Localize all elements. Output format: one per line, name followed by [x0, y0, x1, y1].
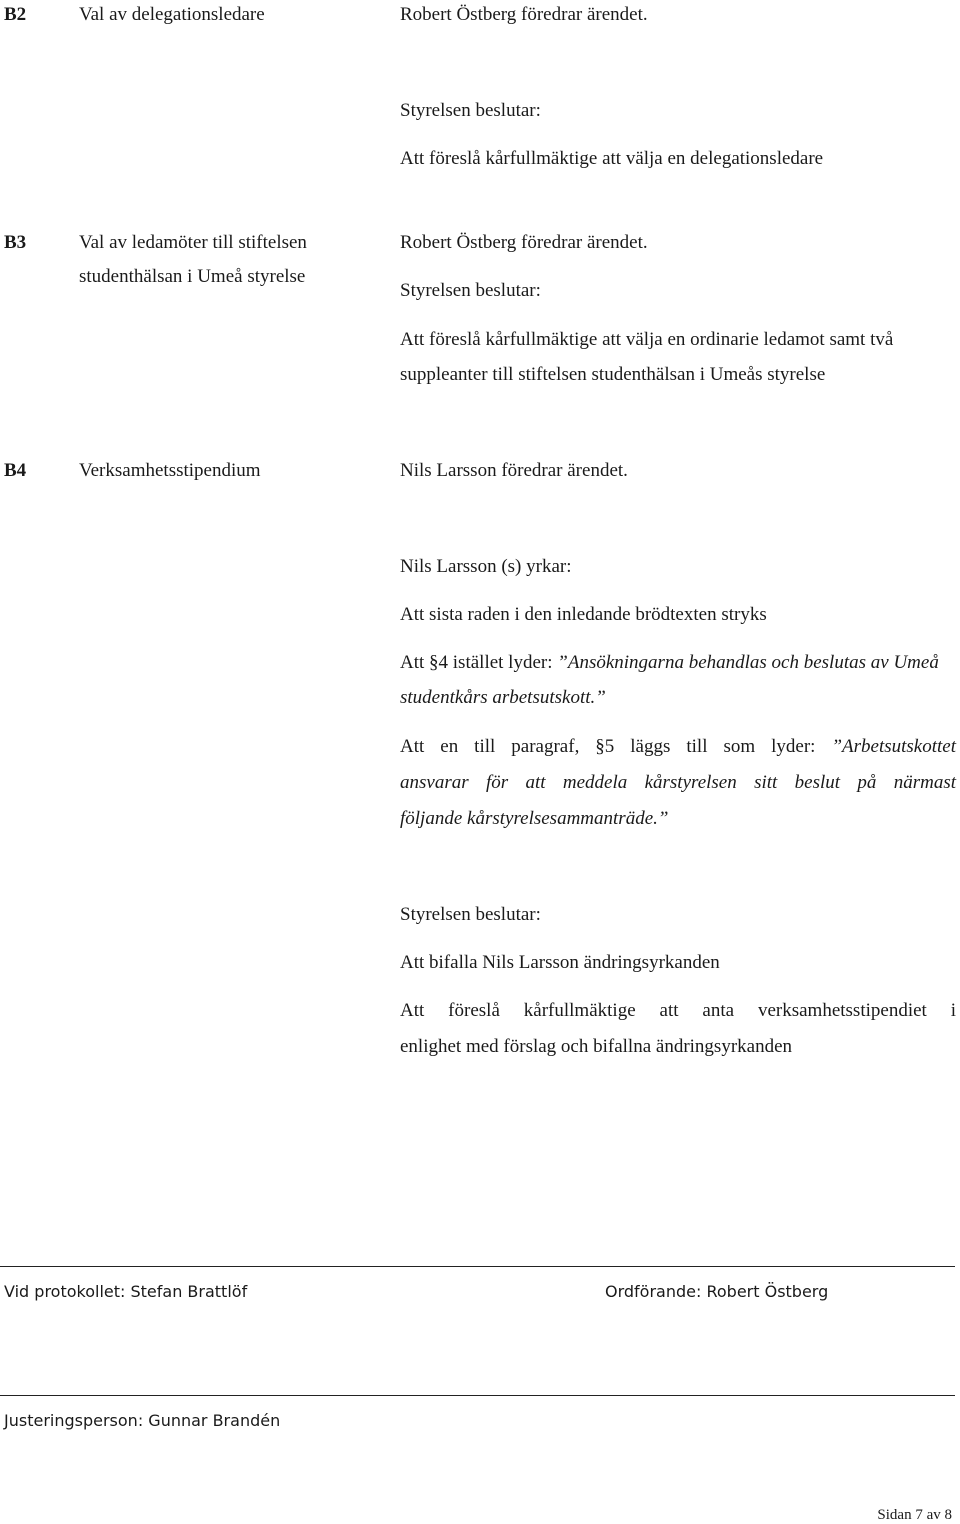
decision2-b4-line2: enlighet med förslag och bifallna ändringsyrkanden [400, 1036, 793, 1057]
motion-heading-b4: Nils Larsson (s) yrkar: [400, 556, 572, 577]
motion-quote: ”Arbetsutskottet [831, 736, 956, 757]
motion2-b4-line2: studentkårs arbetsutskott.” [400, 687, 606, 708]
item-title-b2: Val av delegationsledare [79, 4, 265, 25]
motion-text: en till paragraf, §5 läggs till som lyder: [424, 736, 832, 757]
decision-heading-b4: Styrelsen beslutar: [400, 904, 541, 925]
decision-b3-line2: suppleanter till stiftelsen studenthälsan i Umeås styrelse [400, 364, 826, 385]
att-label: Att [400, 604, 425, 625]
decision-heading-b3: Styrelsen beslutar: [400, 280, 541, 301]
motion3-b4-line3: följande kårstyrelsesammanträde.” [400, 808, 669, 829]
decision1-b4 [400, 952, 720, 974]
presenter-b3: Robert Östberg föredrar ärendet. [400, 232, 648, 253]
att-label: Att [400, 952, 425, 973]
item-title-b3-line2: studenthälsan i Umeå styrelse [79, 266, 306, 287]
decision-text: föreslå kårfullmäktige att välja en ordinarie ledamot samt två [424, 329, 894, 350]
presenter-b4: Nils Larsson föredrar ärendet. [400, 460, 628, 481]
att-label: Att [400, 736, 425, 757]
presenter-b2: Robert Östberg föredrar ärendet. [400, 4, 648, 25]
decision-b3-line1 [400, 329, 893, 351]
decision-heading-b2: Styrelsen beslutar: [400, 100, 541, 121]
decision-b2 [400, 148, 823, 170]
adjuster: Justeringsperson: Gunnar Brandén [4, 1411, 281, 1430]
motion3-b4-line2: ansvarar för att meddela kårstyrelsen sitt beslut på närmast [400, 772, 956, 793]
page-number: Sidan 7 av 8 [877, 1507, 952, 1523]
item-code-b4: B4 [4, 460, 27, 481]
chair: Ordförande: Robert Östberg [605, 1282, 829, 1301]
item-title-b4: Verksamhetsstipendium [79, 460, 261, 481]
motion2-b4-line1 [400, 652, 939, 674]
att-label: Att [400, 329, 425, 350]
decision2-b4-line1 [400, 1000, 956, 1022]
signature-line-bottom [0, 1395, 955, 1396]
item-title-b3-line1: Val av ledamöter till stiftelsen [79, 232, 307, 253]
att-label: Att [400, 148, 425, 169]
motion-text: sista raden i den inledande brödtexten stryks [424, 604, 767, 625]
motion1-b4 [400, 604, 767, 626]
minutes-by: Vid protokollet: Stefan Brattlöf [4, 1282, 248, 1301]
item-code-b3: B3 [4, 232, 27, 253]
motion3-b4-line1 [400, 736, 956, 758]
motion-text: §4 istället lyder: [424, 652, 558, 673]
signature-line-top [0, 1266, 955, 1267]
motion-quote: ”Ansökningarna behandlas och beslutas av Umeå [557, 652, 939, 673]
att-label: Att [400, 1000, 425, 1021]
decision-text: bifalla Nils Larsson ändringsyrkanden [424, 952, 720, 973]
decision-text: föreslå kårfullmäktige att välja en delegationsledare [424, 148, 824, 169]
decision-text: föreslå kårfullmäktige att anta verksamhetsstipendiet i [424, 1000, 956, 1021]
item-code-b2: B2 [4, 4, 27, 25]
att-label: Att [400, 652, 425, 673]
